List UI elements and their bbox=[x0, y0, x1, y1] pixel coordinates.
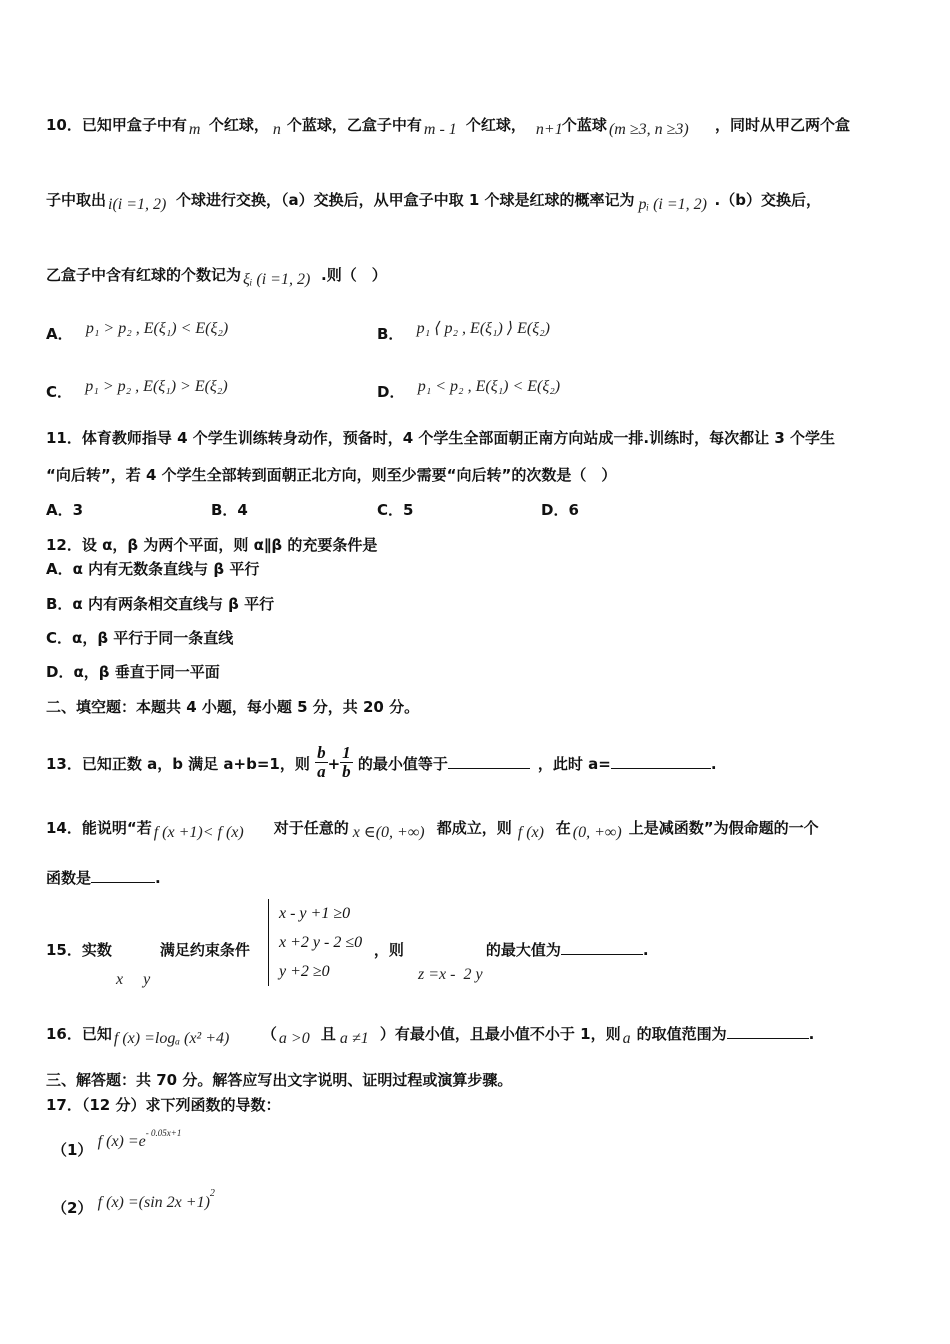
q12-option-c: C．α，β 平行于同一条直线 bbox=[46, 629, 234, 647]
expr-domain: x ∈(0, +∞) bbox=[352, 824, 425, 841]
q17-stem: 17．（12 分）求下列函数的导数： bbox=[46, 1096, 281, 1114]
q10-text: 个蓝球 bbox=[561, 116, 607, 134]
q10-option-d bbox=[377, 378, 561, 403]
q12-stem: 12．设 α，β 为两个平面，则 α∥β 的充要条件是 bbox=[46, 536, 378, 554]
q14-text: 在 bbox=[555, 819, 571, 837]
constraint-2: x +2 y - 2 ≤0 bbox=[279, 934, 363, 951]
part2-expr: f (x) =(sin 2x +1) bbox=[97, 1194, 210, 1211]
q10-text: .（b）交换后， bbox=[714, 191, 821, 209]
period: . bbox=[808, 1025, 815, 1043]
expr-condition: (m ≥3, n ≥3) bbox=[608, 121, 689, 138]
q13-text: 13．已知正数 a，b 满足 a+b=1，则 bbox=[46, 755, 310, 773]
q10-text: 个蓝球，乙盒子中有 bbox=[286, 116, 422, 134]
q13-text: 的最小值等于 bbox=[357, 755, 448, 773]
fraction-b-over-a bbox=[315, 744, 328, 781]
q10-line2 bbox=[46, 190, 821, 213]
q14-text: 14．能说明“若 bbox=[46, 819, 152, 837]
q10-option-b bbox=[377, 320, 550, 345]
q15-text: 的最大值为 bbox=[485, 941, 561, 959]
objective-z: z =x - 2 y bbox=[418, 966, 483, 983]
q10-text: 10．已知甲盒子中有 bbox=[46, 116, 187, 134]
q16-text: 且 bbox=[320, 1025, 336, 1043]
q12-option-d: D．α，β 垂直于同一平面 bbox=[46, 663, 220, 681]
expr-a-ne-1: a ≠1 bbox=[339, 1030, 369, 1047]
part1-expr: f (x) =e bbox=[97, 1133, 146, 1150]
plus-sign: + bbox=[327, 755, 341, 773]
expr-i: i(i =1, 2) bbox=[108, 196, 167, 213]
expr-fx: f (x) bbox=[517, 824, 544, 841]
answer-blank[interactable] bbox=[727, 1038, 809, 1039]
expr-function: f (x) =logₐ (x² +4) bbox=[113, 1030, 230, 1047]
period: . bbox=[642, 941, 649, 959]
q10-text: 乙盒子中含有红球的个数记为 bbox=[46, 266, 242, 284]
q10-text: .则（ ） bbox=[321, 266, 387, 284]
q15-text: ，则 bbox=[373, 941, 404, 959]
constraint-system bbox=[268, 899, 362, 986]
q10-line1 bbox=[46, 115, 850, 138]
part2-exponent: 2 bbox=[209, 1188, 215, 1199]
q10-text: 个红球， bbox=[465, 116, 526, 134]
period: . bbox=[155, 869, 161, 887]
expr-inequality: f (x +1)< f (x) bbox=[153, 824, 244, 841]
q10-text: 个球进行交换，（a）交换后，从甲盒子中取 1 个球是红球的概率记为 bbox=[176, 191, 635, 209]
option-label: B． bbox=[377, 325, 404, 343]
option-expr: p₁ > p₂ , E(ξ₁) > E(ξ₂) bbox=[85, 378, 228, 395]
q10-line3 bbox=[46, 265, 387, 288]
option-label: A． bbox=[46, 325, 73, 343]
q16-line bbox=[46, 1024, 815, 1047]
q14-line1 bbox=[46, 818, 819, 841]
option-expr: p₁ > p₂ , E(ξ₁) < E(ξ₂) bbox=[85, 320, 229, 337]
constraint-1: x - y +1 ≥0 bbox=[279, 905, 351, 922]
expr-m-minus-1: m - 1 bbox=[423, 121, 457, 138]
answer-blank[interactable] bbox=[448, 768, 530, 769]
q10-option-c bbox=[46, 378, 228, 403]
q14-text: 对于任意的 bbox=[273, 819, 349, 837]
answer-blank[interactable] bbox=[611, 768, 711, 769]
q13-text: ，此时 a= bbox=[537, 755, 611, 773]
q17-part2 bbox=[52, 1188, 215, 1221]
q11-line2: “向后转”，若 4 个学生全部转到面朝正北方向，则至少需要“向后转”的次数是（ ） bbox=[46, 466, 617, 484]
q13-line bbox=[46, 743, 717, 783]
q15-text: 15．实数 bbox=[46, 941, 112, 959]
q11-option-a: A．3 bbox=[46, 501, 84, 519]
var-n: n bbox=[272, 121, 281, 138]
expr-interval: (0, +∞) bbox=[572, 824, 622, 841]
q10-text: ，同时从甲乙两个盒 bbox=[714, 116, 850, 134]
q11-option-b: B．4 bbox=[211, 501, 248, 519]
q16-text: （ bbox=[261, 1025, 277, 1043]
q14-text: 上是减函数”为假命题的一个 bbox=[628, 819, 819, 837]
q16-text: 的取值范围为 bbox=[636, 1025, 727, 1043]
option-label: C． bbox=[46, 383, 73, 401]
fraction-numerator: b bbox=[317, 743, 326, 762]
section-3-heading: 三、解答题：共 70 分。解答应写出文字说明、证明过程或演算步骤。 bbox=[46, 1071, 513, 1089]
q14-line2 bbox=[46, 868, 161, 888]
fraction-denominator: a bbox=[317, 762, 326, 781]
expr-n-plus-1: n+1 bbox=[535, 121, 563, 138]
part-label: （1） bbox=[52, 1141, 93, 1159]
option-expr: p₁ ⟨ p₂ , E(ξ₁) ⟩ E(ξ₂) bbox=[416, 320, 550, 337]
q11-line1: 11．体育教师指导 4 个学生训练转身动作，预备时，4 个学生全部面朝正南方向站成一排.训练时，每次都让 3 个学生 bbox=[46, 429, 835, 447]
answer-blank[interactable] bbox=[91, 882, 155, 883]
period: . bbox=[710, 755, 717, 773]
q10-text: 子中取出 bbox=[46, 191, 107, 209]
var-a: a bbox=[622, 1030, 631, 1047]
answer-blank[interactable] bbox=[561, 954, 643, 955]
constraint-3: y +2 ≥0 bbox=[279, 963, 330, 980]
option-label: D． bbox=[377, 383, 405, 401]
q12-option-a: A．α 内有无数条直线与 β 平行 bbox=[46, 560, 260, 578]
q12-option-b: B．α 内有两条相交直线与 β 平行 bbox=[46, 595, 275, 613]
q10-option-a bbox=[46, 320, 229, 345]
expr-a-gt-0: a >0 bbox=[278, 1030, 310, 1047]
vars-x-y: x y bbox=[116, 971, 151, 988]
q15-text: 满足约束条件 bbox=[159, 941, 250, 959]
q14-text: 都成立，则 bbox=[436, 819, 512, 837]
q11-option-c: C．5 bbox=[377, 501, 414, 519]
part-label: （2） bbox=[52, 1199, 93, 1217]
option-expr: p₁ < p₂ , E(ξ₁) < E(ξ₂) bbox=[417, 378, 561, 395]
fraction-1-over-b bbox=[340, 744, 353, 781]
q16-text: ）有最小值，且最小值不小于 1，则 bbox=[379, 1025, 621, 1043]
q16-text: 16．已知 bbox=[46, 1025, 112, 1043]
q10-text: 个红球， bbox=[208, 116, 269, 134]
section-2-heading: 二、填空题：本题共 4 小题，每小题 5 分，共 20 分。 bbox=[46, 698, 420, 716]
q11-option-d: D．6 bbox=[541, 501, 579, 519]
var-m: m bbox=[188, 121, 201, 138]
q14-text: 函数是 bbox=[46, 869, 92, 887]
fraction-numerator: 1 bbox=[342, 743, 351, 762]
q17-part1 bbox=[52, 1128, 182, 1162]
expr-pi: pᵢ (i =1, 2) bbox=[638, 196, 707, 213]
part1-exponent: - 0.05x+1 bbox=[145, 1128, 182, 1138]
expr-xi: ξᵢ (i =1, 2) bbox=[243, 271, 311, 288]
fraction-denominator: b bbox=[342, 762, 351, 781]
